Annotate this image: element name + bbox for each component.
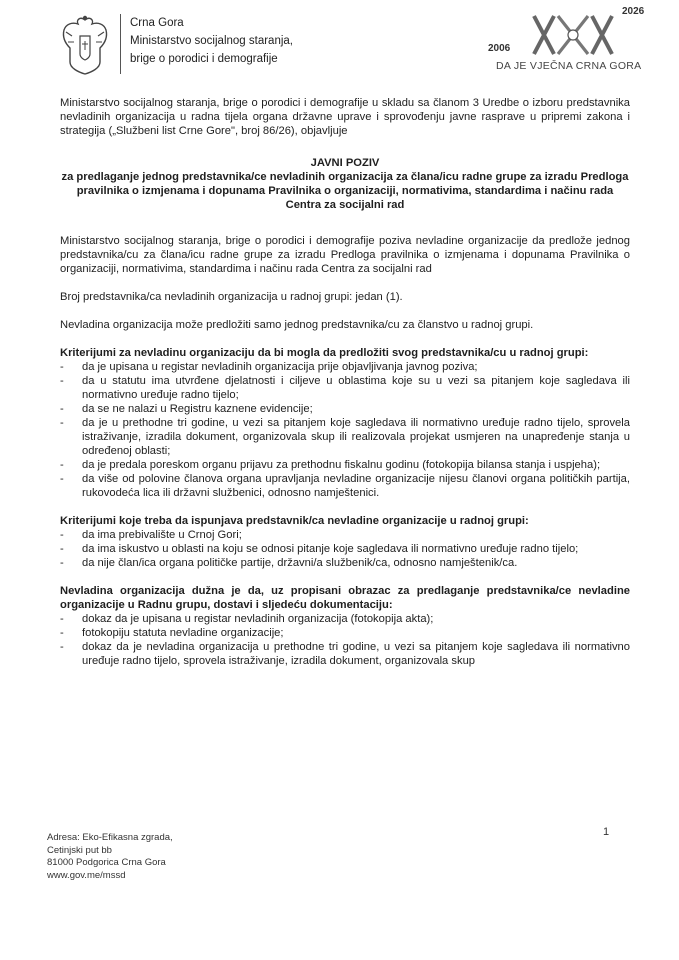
intro-paragraph: Ministarstvo socijalnog staranja, brige o porodici i demografije u skladu sa članom 3 Uredbe o izboru predstavnika nevladinih organizacija u radna tijela organa državne uprave i sprovođenju javne rasprave u pripremi zakona i strategija („Službeni list Crne Gore", broj 86/26), objavljuje bbox=[60, 97, 630, 137]
list-item: - da ima prebivalište u Crnoj Gori; bbox=[60, 528, 630, 542]
invitation-paragraph: Ministarstvo socijalnog staranja, brige o porodici i demografije poziva nevladine organizacije da predlože jednog predstavnika/cu za člana/icu radne grupe za izradu Predloga pravilnika o izmjenama i dopunama Pravilnika o organizaciji, normativima, standardima i načinu rada Centra za socijalni rad bbox=[60, 235, 630, 275]
page-number: 1 bbox=[603, 826, 610, 838]
document-body bbox=[60, 96, 630, 668]
list-item: - da ima iskustvo u oblasti na koju se odnosi pitanje koje sagledava ili normativno uređuje radno tijelo; bbox=[60, 542, 630, 556]
list-item: - dokaz da je nevladina organizacija u prethodne tri godine, u vezi sa pitanjem koje sagledava ili normativno uređuje radno tijelo, sprovela istraživanje, izradila dokument, organizovala skup bbox=[60, 640, 630, 668]
letterhead bbox=[58, 6, 658, 80]
footer-line-building: Adresa: Eko-Efikasna zgrada, bbox=[47, 832, 173, 843]
anniversary-logo bbox=[488, 6, 658, 80]
header-line-country: Crna Gora bbox=[130, 17, 184, 29]
list-item: - da je upisana u registar nevladinih organizacija prije objavljivanja javnog poziva; bbox=[60, 360, 630, 374]
footer-line-street: Cetinjski put bb bbox=[47, 844, 112, 856]
xx-anniversary-logo bbox=[528, 12, 618, 58]
header-divider bbox=[120, 14, 121, 74]
header-line-ministry: Ministarstvo socijalnog staranja, bbox=[130, 35, 293, 47]
documentation-list bbox=[60, 612, 630, 668]
footer-line-city: 81000 Podgorica Crna Gora bbox=[47, 857, 166, 868]
list-item: - dokaz da je upisana u registar nevladinih organizacija (fotokopija akta); bbox=[60, 612, 630, 626]
header-line-ministry-2: brige o porodici i demografije bbox=[130, 53, 278, 65]
anniversary-slogan: DA JE VJEČNA CRNA GORA bbox=[496, 60, 642, 72]
list-item: - da je u prethodne tri godine, u vezi sa pitanjem koje sagledava ili normativno uređuje radno tijelo, sprovela istraživanje, izradila dokument, organizovala skup ili realizovala projekat usmjeren na unapređenje stanja u određenoj oblasti; bbox=[60, 416, 630, 458]
list-item: - da u statutu ima utvrđene djelatnosti i ciljeve u oblastima koje su u vezi sa pitanjem koje sagledava ili normativno uređuje radno tijelo; bbox=[60, 374, 630, 402]
list-item: - da nije član/ica organa političke partije, državni/a službenik/ca, odnosno namještenik/ca. bbox=[60, 556, 630, 570]
single-nomination-note: Nevladina organizacija može predložiti samo jednog predstavnika/cu za članstvo u radnoj grupi. bbox=[60, 319, 534, 331]
anniversary-year-end: 2026 bbox=[622, 6, 645, 17]
list-item: - da se ne nalazi u Registru kaznene evidencije; bbox=[60, 402, 630, 416]
document-title bbox=[60, 156, 630, 212]
representative-count: Broj predstavnika/ca nevladinih organizacija u radnoj grupi: jedan (1). bbox=[60, 291, 403, 303]
title-heading: JAVNI POZIV bbox=[310, 157, 380, 169]
footer-address bbox=[47, 832, 173, 882]
ministry-name bbox=[130, 14, 293, 68]
documentation-heading: Nevladina organizacija dužna je da, uz propisani obrazac za predlaganje predstavnika/ce nevladine organizacije u Radnu grupu, dostavi i sljedeću dokumentaciju: bbox=[60, 585, 630, 611]
list-item: - da je predala poreskom organu prijavu za prethodnu fiskalnu godinu (fotokopija bilansa stanja i uspjeha); bbox=[60, 458, 630, 472]
footer-website-link[interactable]: www.gov.me/mssd bbox=[47, 869, 126, 881]
list-item: - fotokopiju statuta nevladine organizacije; bbox=[60, 626, 630, 640]
ngo-criteria-heading: Kriterijumi za nevladinu organizaciju da bi mogla da predložiti svog predstavnika/cu u radnoj grupi: bbox=[60, 347, 589, 359]
coat-of-arms-icon bbox=[58, 14, 112, 76]
anniversary-year-start: 2006 bbox=[488, 43, 511, 54]
ngo-criteria-list bbox=[60, 360, 630, 500]
list-item: - da više od polovine članova organa upravljanja nevladine organizacije nijesu članovi organa političkih partija, rukovodeća lica ili državni službenici, odnosno namještenici. bbox=[60, 472, 630, 500]
representative-criteria-list bbox=[60, 528, 630, 570]
title-subheading: za predlaganje jednog predstavnika/ce nevladinih organizacija za člana/icu radne grupe za izradu Predloga pravilnika o izmjenama i dopunama Pravilnika o organizaciji, normativima, standardima i načinu rada Centra za socijalni rad bbox=[61, 171, 629, 211]
representative-criteria-heading: Kriterijumi koje treba da ispunjava predstavnik/ca nevladine organizacije u radnoj grupi: bbox=[60, 515, 529, 527]
